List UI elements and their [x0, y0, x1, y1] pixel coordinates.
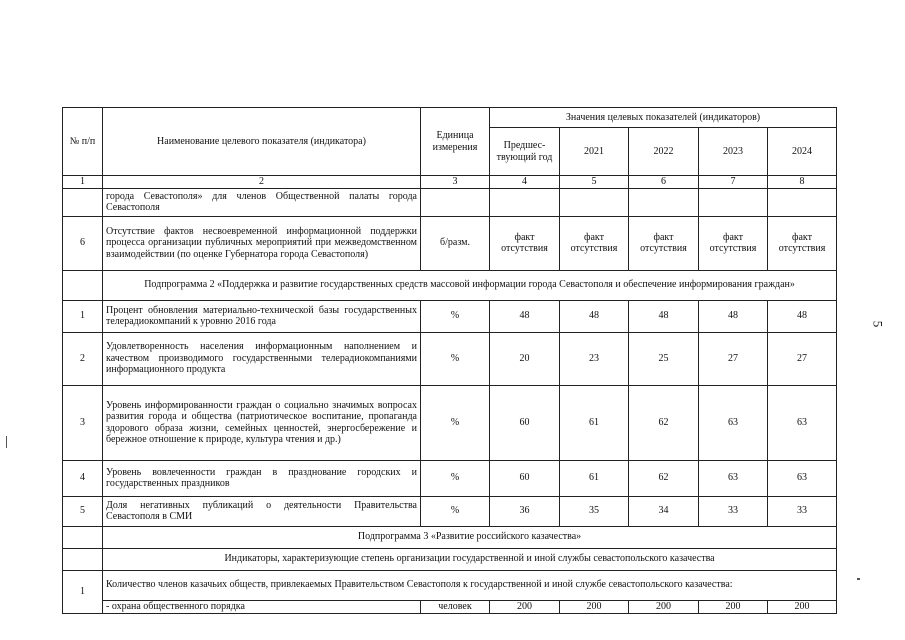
header-year-2024: 2024	[768, 128, 837, 176]
row-name: Уровень информированности граждан о социально значимых вопросах развития города и общества (патриотическое воспитание, пропаганда здорового образа жизни, семейных ценностей, энергосбережение и бережное отношение к природе, культура чтения и др.)	[103, 385, 421, 460]
row-num: 6	[63, 216, 103, 270]
row-value: 63	[699, 460, 768, 496]
row-num: 2	[63, 332, 103, 385]
table-row	[63, 300, 837, 332]
row-num: 1	[63, 570, 103, 613]
col-number: 5	[560, 176, 629, 189]
row-value: 63	[768, 385, 837, 460]
row-value: 60	[490, 460, 560, 496]
row-name: Удовлетворенность населения информационным наполнением и качеством производимого государственными телерадиокомпаниями информационного продукта	[103, 332, 421, 385]
row-value	[629, 188, 699, 216]
subprogram-2-title: Подпрограмма 2 «Поддержка и развитие государственных средств массовой информации города Севастополя и обеспечение информирования граждан»	[103, 270, 837, 300]
row-value: 33	[768, 496, 837, 526]
row-value: 61	[560, 460, 629, 496]
row-value: 200	[699, 600, 768, 613]
row-value	[768, 188, 837, 216]
col-number: 7	[699, 176, 768, 189]
subprogram-row	[63, 270, 837, 300]
indicators-3-title: Индикаторы, характеризующие степень организации государственной и иной службы севастопольского казачества	[103, 548, 837, 570]
row-unit: %	[421, 300, 490, 332]
row-num: 5	[63, 496, 103, 526]
row-value	[490, 188, 560, 216]
row-value: 200	[490, 600, 560, 613]
row-value: факт отсутствия	[629, 216, 699, 270]
row-value: 27	[699, 332, 768, 385]
row-name: Процент обновления материально-технической базы государственных телерадиокомпаний к уровню 2016 года	[103, 300, 421, 332]
table-row	[63, 600, 837, 613]
row-unit	[421, 188, 490, 216]
table-row	[63, 385, 837, 460]
table-row	[63, 496, 837, 526]
row-value: факт отсутствия	[699, 216, 768, 270]
row-value: 48	[560, 300, 629, 332]
row-unit: %	[421, 332, 490, 385]
row-value: факт отсутствия	[560, 216, 629, 270]
col-number: 8	[768, 176, 837, 189]
row-value: факт отсутствия	[768, 216, 837, 270]
header-year-2021: 2021	[560, 128, 629, 176]
row-value: 27	[768, 332, 837, 385]
row-value: 35	[560, 496, 629, 526]
scan-mark	[857, 578, 860, 580]
row-unit: человек	[421, 600, 490, 613]
page-number: 5	[870, 320, 886, 328]
row-value: 48	[768, 300, 837, 332]
row-value: 48	[629, 300, 699, 332]
subprogram-3-title: Подпрограмма 3 «Развитие российского казачества»	[103, 526, 837, 548]
row-unit: %	[421, 385, 490, 460]
col-number: 3	[421, 176, 490, 189]
row-unit: б/разм.	[421, 216, 490, 270]
row-value	[699, 188, 768, 216]
row-unit: %	[421, 460, 490, 496]
row-value: 62	[629, 460, 699, 496]
row-value	[560, 188, 629, 216]
header-name: Наименование целевого показателя (индикатора)	[103, 108, 421, 176]
row-value: 200	[560, 600, 629, 613]
row-value: 48	[699, 300, 768, 332]
header-num: № п/п	[63, 108, 103, 176]
row-value: 200	[768, 600, 837, 613]
row-value: 63	[699, 385, 768, 460]
header-unit: Единица измерения	[421, 108, 490, 176]
row-num: 1	[63, 300, 103, 332]
header-values-group: Значения целевых показателей (индикаторов)	[490, 108, 837, 128]
col-number: 2	[103, 176, 421, 189]
row-name: Количество членов казачьих обществ, привлекаемых Правительством Севастополя к государственной и иной службе севастопольского казачества:	[103, 570, 837, 600]
table-row	[63, 332, 837, 385]
scan-mark	[6, 436, 7, 448]
row-value: 25	[629, 332, 699, 385]
row-unit: %	[421, 496, 490, 526]
table-row	[63, 188, 837, 216]
row-value: 200	[629, 600, 699, 613]
header-year-2023: 2023	[699, 128, 768, 176]
header-year-2022: 2022	[629, 128, 699, 176]
row-num	[63, 188, 103, 216]
row-name: города Севастополя» для членов Общественной палаты города Севастополя	[103, 188, 421, 216]
row-value: 61	[560, 385, 629, 460]
subprogram-row	[63, 526, 837, 548]
table-row	[63, 570, 837, 600]
row-num: 4	[63, 460, 103, 496]
row-value: 34	[629, 496, 699, 526]
row-value: 63	[768, 460, 837, 496]
row-value: 36	[490, 496, 560, 526]
table-row	[63, 460, 837, 496]
row-value: 20	[490, 332, 560, 385]
col-number: 6	[629, 176, 699, 189]
row-value: факт отсутствия	[490, 216, 560, 270]
table-row	[63, 216, 837, 270]
row-value: 33	[699, 496, 768, 526]
col-number: 4	[490, 176, 560, 189]
indicators-table	[62, 107, 837, 614]
row-name: Отсутствие фактов несвоевременной информационной поддержки процесса организации публичных мероприятий при межведомственном взаимодействии (по оценке Губернатора города Севастополя)	[103, 216, 421, 270]
row-name: Уровень вовлеченности граждан в празднование городских и государственных праздников	[103, 460, 421, 496]
indicators-row	[63, 548, 837, 570]
col-number: 1	[63, 176, 103, 189]
row-num: 3	[63, 385, 103, 460]
row-value: 23	[560, 332, 629, 385]
row-value: 60	[490, 385, 560, 460]
row-sub-name: - охрана общественного порядка	[103, 600, 421, 613]
header-prev-year: Предшес-твующий год	[490, 128, 560, 176]
row-name: Доля негативных публикаций о деятельности Правительства Севастополя в СМИ	[103, 496, 421, 526]
row-value: 62	[629, 385, 699, 460]
row-value: 48	[490, 300, 560, 332]
